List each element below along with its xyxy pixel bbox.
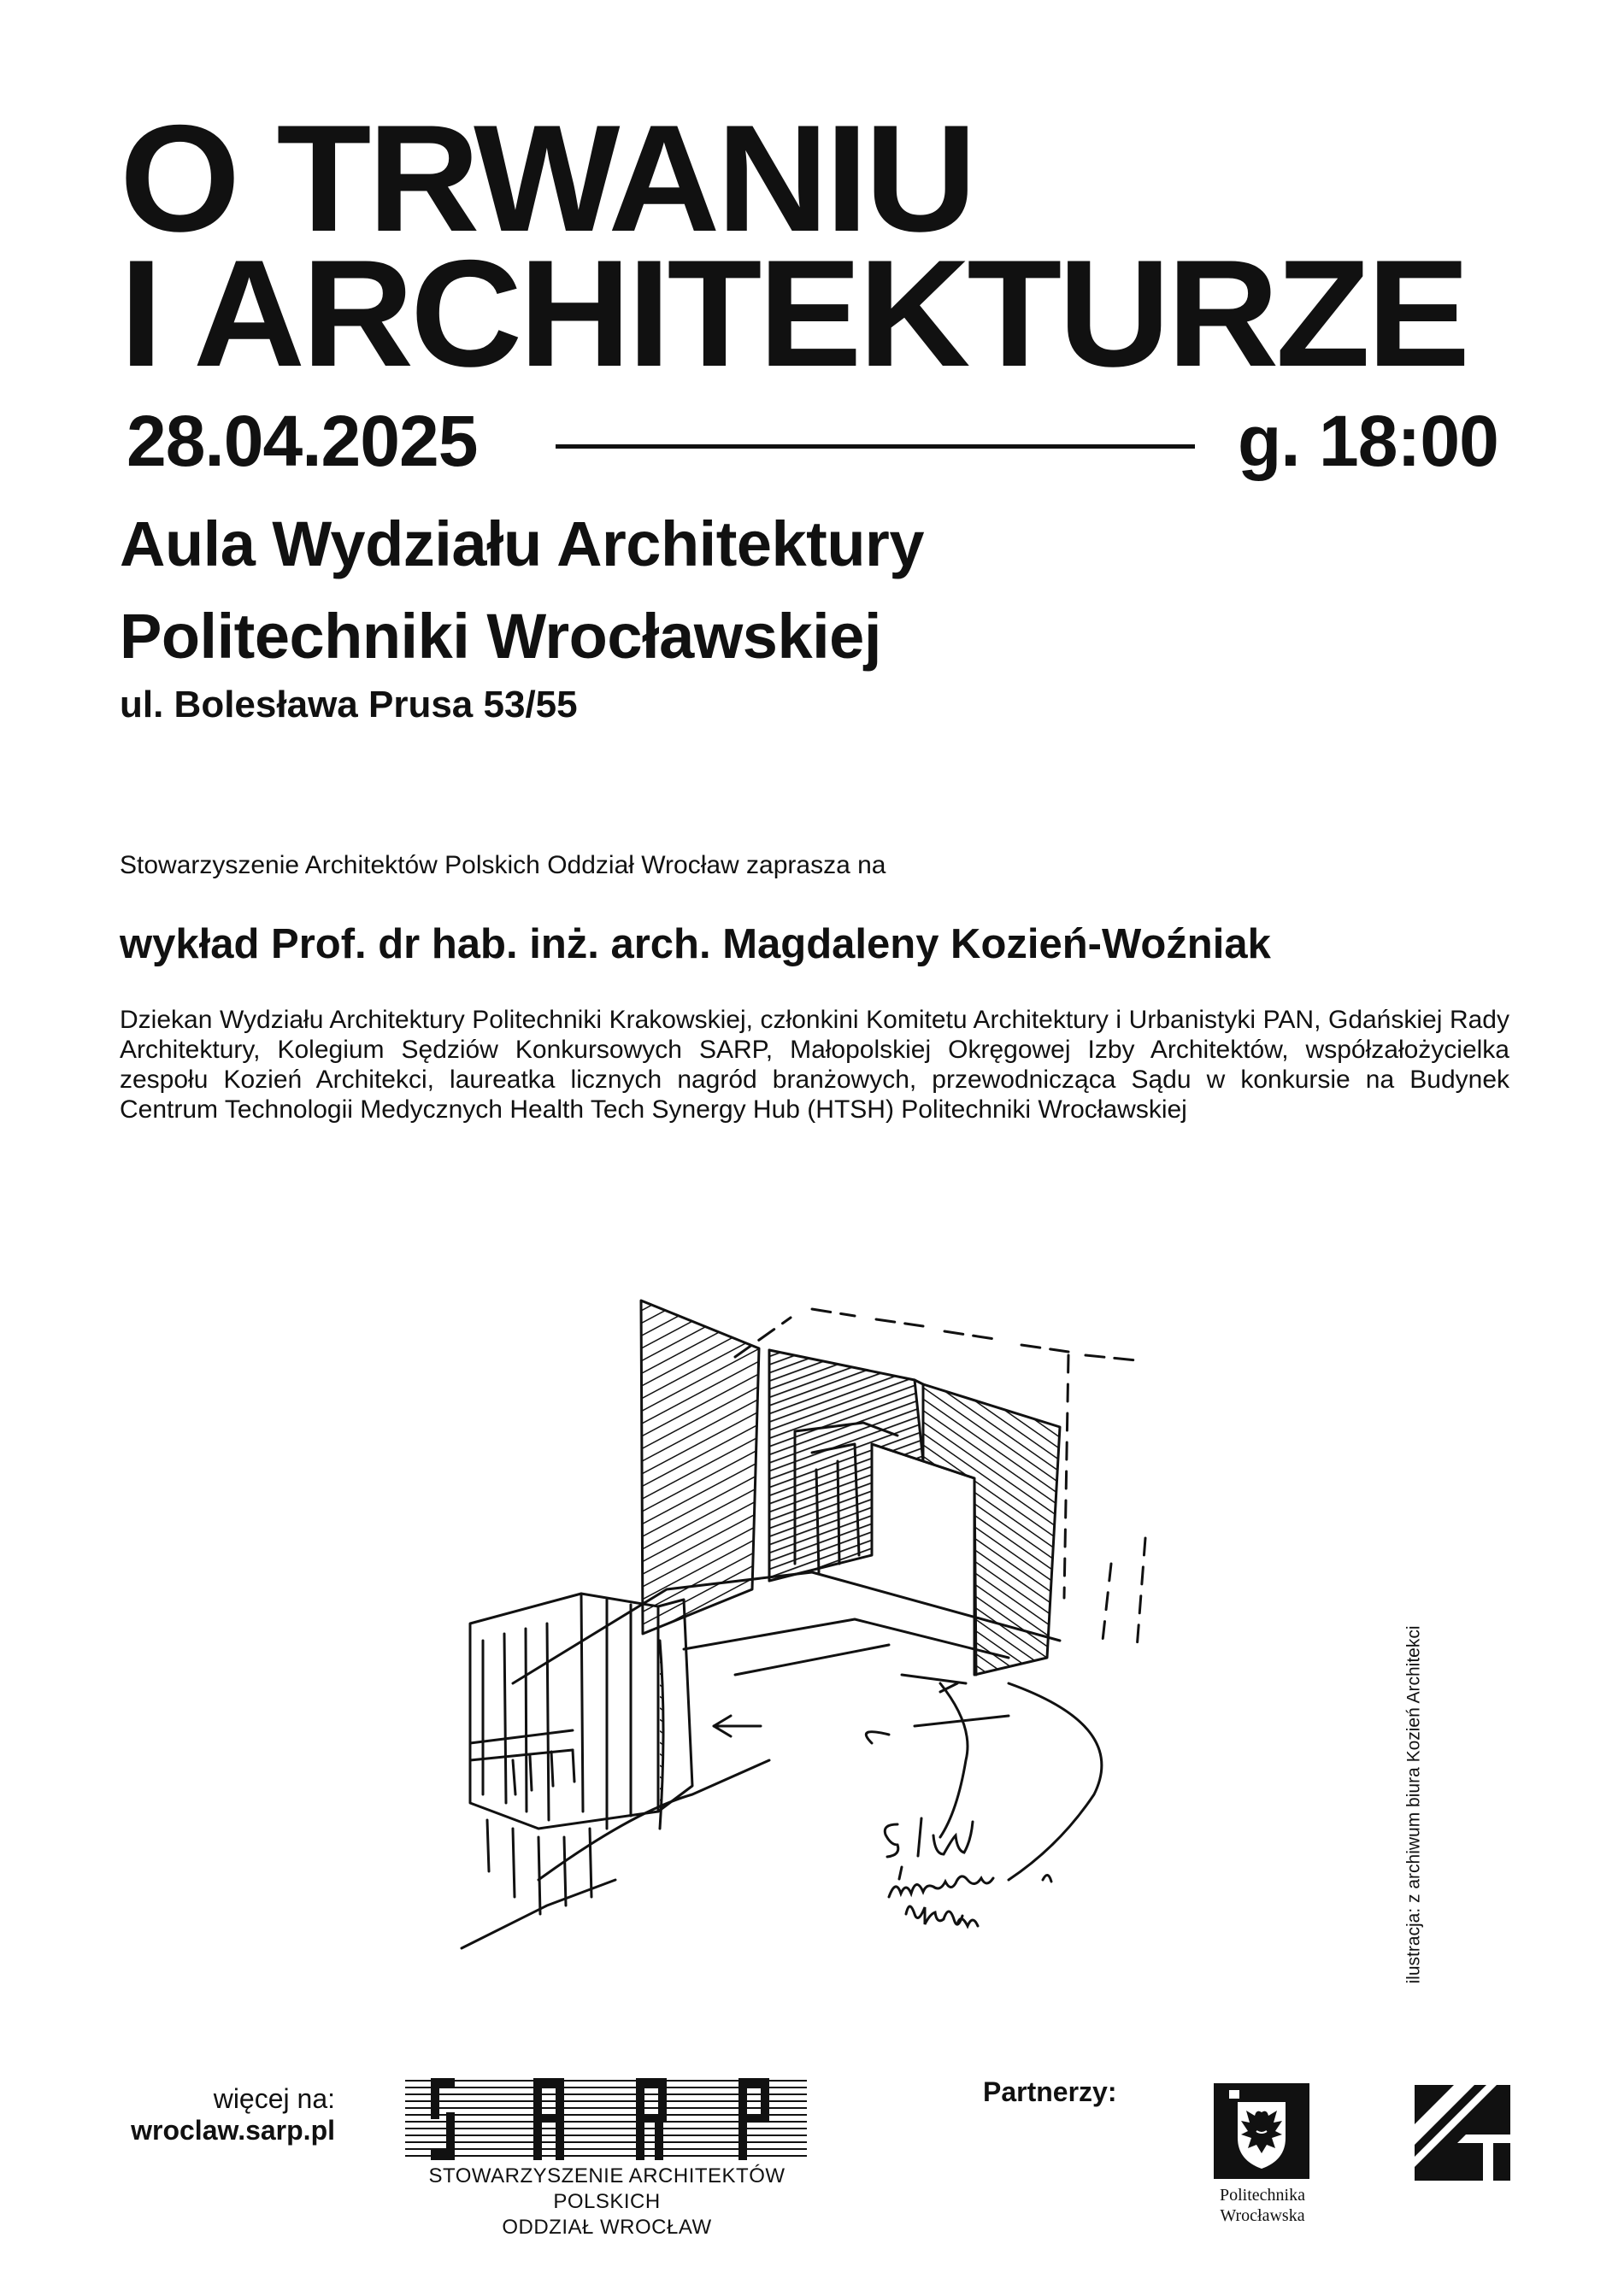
architecture-sketch <box>410 1282 1180 1965</box>
partners-label: Partnerzy: <box>983 2076 1117 2107</box>
gateway-right <box>923 1384 1060 1675</box>
sarp-name-line-2: ODDZIAŁ WROCŁAW <box>502 2216 712 2239</box>
sarp-name-line-1: STOWARZYSZENIE ARCHITEKTÓW POLSKICH <box>428 2164 786 2213</box>
sarp-logo <box>405 2078 807 2160</box>
faculty-logo-icon <box>1415 2085 1510 2181</box>
venue-line-2: Politechniki Wrocławskiej <box>120 601 881 672</box>
roof-dashes <box>735 1309 1137 1360</box>
pwr-name-line-2: Wrocławska <box>1220 2206 1305 2225</box>
date-time-divider <box>556 444 1195 449</box>
more-info-label: więcej na: <box>213 2083 335 2114</box>
illustration-credit: ilustracja: z archiwum biura Kozień Architekci <box>1403 1625 1424 1984</box>
speaker-bio: Dziekan Wydziału Architektury Politechniki Krakowskiej, członkini Komitetu Architektury i Urbanistyki PAN, Gdańskiej Rady Architektury, Kolegium Sędziów Konkursowych SARP, Małopolskiej Okręgowej Izby Architektów, współzałożycielka zespołu Kozień Architekci, laureatka licznych nagród branżowych, przewodnicząca Sądu w konkursie na Budynek Centrum Technologii Medycznych Health Tech Synergy Hub (HTSH) Politechniki Wrocławskiej <box>120 1006 1509 1124</box>
invitation-text: Stowarzyszenie Architektów Polskich Oddział Wrocław zaprasza na <box>120 851 886 879</box>
lecture-title: wykład Prof. dr hab. inż. arch. Magdaleny Kozień-Woźniak <box>120 921 1271 967</box>
rear-wall <box>641 1301 759 1634</box>
venue-name <box>120 498 924 683</box>
event-time: g. 18:00 <box>1238 401 1498 481</box>
title-line-2: I ARCHITEKTURZE <box>120 228 1468 398</box>
venue-line-1: Aula Wydziału Architektury <box>120 508 924 579</box>
website-link[interactable]: wroclaw.sarp.pl <box>131 2115 335 2146</box>
politechnika-eagle-icon <box>1214 2083 1309 2179</box>
venue-address: ul. Bolesława Prusa 53/55 <box>120 684 578 725</box>
event-title <box>120 93 1468 398</box>
event-date: 28.04.2025 <box>127 401 478 481</box>
handwritten-note <box>885 1818 1051 1926</box>
gateway-frame <box>769 1350 923 1581</box>
sarp-full-name <box>393 2164 821 2240</box>
title-line-1: O TRWANIU <box>120 93 974 263</box>
pwr-name-line-1: Politechnika <box>1220 2186 1305 2205</box>
politechnika-name <box>1190 2185 1335 2226</box>
